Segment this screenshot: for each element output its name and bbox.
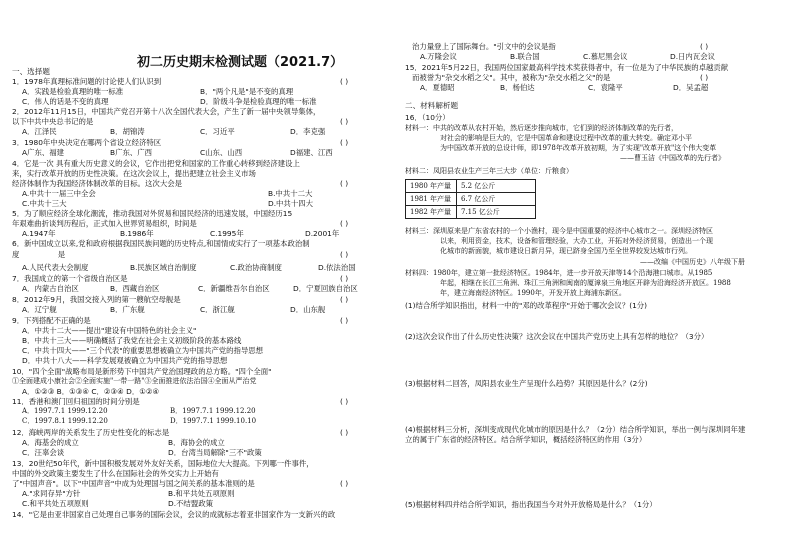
q2-option-b: B．胡锦涛 [110,127,145,136]
table-cell-value: 5.2 亿公斤 [457,180,536,193]
q3-option-d: D福建、江西 [290,148,333,157]
q11-option-c: C．1997.8.1 1999.12.20 [22,417,108,425]
answer-paren: ( ) [340,479,349,488]
answer-paren: ( ) [340,250,349,259]
production-table [405,179,536,219]
material-3-source: ——改编《中国历史》八年级下册 [640,258,745,266]
answer-paren: ( ) [700,42,709,51]
table-cell-year: 1982 年产量 [406,206,457,219]
material-4-cont2: 年，建立海南经济特区。1990年，开发开放上海浦东新区。 [440,289,626,297]
q7-option-a: A．内蒙古自治区 [22,284,79,293]
subquestion-3: (3)根据材料二回答，凤阳县农业生产呈现什么趋势？其原因是什么？(2分) [405,379,648,388]
q6-option-a: A.人民代表大会制度 [22,263,89,272]
question-1: 1．1978年真理标准问题的讨论使人们认识到 [12,77,162,86]
q11-option-b: B．1997.7.1 1999.12.20 [170,407,256,415]
question-12: 12．海峡两岸的关系发生了历史性变化的标志是 [12,428,170,437]
q15-option-b: B．杨伯达 [500,83,535,92]
q11-option-d: D．1997.7.1 1999.10.10 [170,417,257,425]
material-1: 材料一：中共的改革从农村开始，然后逐步推向城市，它们到的经济体制改革的先行者， [405,124,678,132]
q3-option-c: C山东、山西 [200,148,243,157]
q3-option-b: B广东、广西 [110,148,153,157]
question-2: 2．2012年11月15日，中国共产党召开第十八次全国代表大会，产生了新一届中央领导集体， [12,107,321,116]
answer-paren: ( ) [340,138,349,147]
q5-option-a: A.1947年 [22,229,56,238]
q7-option-d: D．宁夏回族自治区 [293,284,358,293]
q12-option-d: D．台湾当局解除"三不"政策 [168,448,262,457]
q5-option-b: B.1986年 [120,229,154,238]
q6-option-b: B.民族区域自治制度 [130,263,197,272]
answer-paren: ( ) [340,316,349,325]
q8-option-c: C．浙江舰 [200,305,235,314]
q13-option-c: C.和平共处五项原则 [22,499,89,508]
answer-paren: ( ) [340,274,349,283]
table-row [406,193,536,206]
q5-option-d: D.2001年 [305,229,340,238]
q13-option-a: A."求同存异"方针 [22,489,81,498]
table-row [406,206,536,219]
question-3: 3．1980年中央决定在哪两个省设立经济特区 [12,138,162,147]
question-2-cont: 以下中共中央总书记的是 [12,117,94,126]
q14-option-a: A.万隆会议 [420,52,457,61]
q4-option-b: B.中共十二大 [268,189,313,198]
section-heading-choice: 一、选择题 [12,67,50,76]
subquestion-1: (1)结合所学知识指出，材料一中的"邓的改革程序"开始于哪次会议？(1分) [405,301,648,310]
answer-paren: ( ) [340,295,349,304]
q5-option-c: C.1995年 [210,229,244,238]
material-1-source: ——曹玉洁《中国改革的先行者》 [620,154,725,162]
q3-option-a: A广东、福建 [22,148,65,157]
q13-option-d: D.不结盟政策 [168,499,213,508]
question-15: 15．2021年5月22日，我国两位国家最高科学技术奖获得者中，有一位是为了中华民族的卓越贡献 [405,63,729,72]
q4-option-a: A.中共十一届三中全会 [22,189,96,198]
q1-option-d: D．阶级斗争是检验真理的唯一标准 [200,97,317,106]
material-3-cont2: 化城市的新面貌，城市建设日新月异，现已跻身全国乃至全世界较发达城市行列。 [440,247,692,255]
q1-option-c: C．伟人的话是不变的真理 [22,97,109,106]
subquestion-4-cont: 立的属于广东省的经济特区。结合所学知识，概括经济特区的作用（3分） [405,435,647,444]
material-1-cont2: 为中国改革开放的总设计师，即1978年改革开放初期，为了实现"改革开放"这个伟大变革 [440,144,717,152]
material-3: 材料三：深圳原来是广东省农村的一个小渔村，现今是中国重要的经济中心城市之一。深圳经济特区 [405,227,713,235]
q1-option-b: B．"两个凡是"是不变的真理 [200,87,294,96]
answer-paren: ( ) [340,397,349,406]
q13-option-b: B.和平共处五项原则 [168,489,235,498]
answer-paren: ( ) [340,428,349,437]
q15-option-a: A．夏德昭 [420,83,455,92]
q9-option-a: A．中共十二大——提出"建设有中国特色的社会主义" [22,326,197,335]
answer-paren: ( ) [700,73,709,82]
question-10-items: ①全面建成小康社会②全面实施"一带一路"③全面推进依法治国④全面从严治党 [12,377,257,385]
q12-option-c: C．汪辜会谈 [22,448,65,457]
answer-paren: ( ) [340,219,349,228]
question-14-cont: 治力量登上了国际舞台。"引文中的会议是指 [412,42,556,51]
question-10: 10．"四个全面"战略布局是新形势下中国共产党治国理政的总方略。"四个全面" [12,367,272,376]
question-5: 5．为了顺应经济全球化潮流，推动我国对外贸易和国民经济的迅速发展，中国经历15 [12,209,293,218]
question-6-cont: 度 是 [12,250,84,259]
q4-option-c: C.中共十三大 [22,199,67,208]
question-8: 8．2012年9月，我国交接入列的第一艘航空母舰是 [12,295,181,304]
question-9: 9．下列搭配不正确的是 [12,316,91,325]
question-5-cont: 年艰难曲折谈判历程后，正式加入世界贸易组织，时间是 [12,219,197,228]
table-row [406,180,536,193]
page-title: 初二历史期末检测试题（2021.7） [137,55,344,70]
subquestion-5: (5)根据材料四并结合所学知识，指出我国当今对外开放格局是什么？（1分） [405,500,657,509]
q15-option-d: D．吴孟超 [673,83,709,92]
answer-paren: ( ) [340,179,349,188]
q6-option-c: C.政治协商制度 [230,263,282,272]
question-13-cont2: 了"中国声音"。以下"中国声音"中成为处理国与国之间关系的基本准则的是 [12,479,255,488]
table-cell-value: 7.15 亿公斤 [457,206,536,219]
q1-option-a: A．实践是检验真理的唯一标准 [22,87,124,96]
question-11: 11．香港和澳门回归祖国的时间分别是 [12,397,140,406]
q6-option-d: D.依法治国 [318,263,356,272]
q12-option-a: A．海基会的成立 [22,438,79,447]
q9-option-c: C．中共十四大——"三个代表"的重要思想被确立为中国共产党的指导思想 [22,346,264,355]
q11-option-a: A．1997.7.1 1999.12.20 [22,407,108,415]
q2-option-c: C．习近平 [200,127,235,136]
subquestion-2: (2)这次会议作出了什么历史性决策？这次会议在中国共产党历史上具有怎样的地位？（3分） [405,332,709,341]
q7-option-b: B．西藏自治区 [110,284,160,293]
material-3-cont: 以来，利用资金，技术，设备和管理经验，大办工业，开拓对外经济贸易，创造出一个现 [440,237,713,245]
question-4: 4．它是一次 具有重大历史意义的会议，它作出把党和国家的工作重心转移到经济建设上 [12,159,300,168]
q9-option-b: B．中共十三大——明确概括了我党在社会主义初级阶段的基本路线 [22,336,242,345]
material-1-cont: 对社会的影响是巨大的，它是中国革命和建设过程中改革的重大转变。确定邓小平 [440,134,692,142]
table-cell-year: 1981 年产量 [406,193,457,206]
q12-option-b: B．海协会的成立 [168,438,225,447]
question-7: 7．我国成立的第一个省级自治区是 [12,274,128,283]
material-4: 材料四：1980年，建立第一批经济特区。1984年，进一步开放天津等14个沿海港口城市。从1985 [405,269,713,277]
q14-option-c: C.慕尼黑会议 [583,52,628,61]
q4-option-d: D.中共十四大 [268,199,313,208]
material-2: 材料二：凤阳县农业生产三年三大步（单位：斤粮食） [405,167,573,175]
table-cell-value: 6.7 亿公斤 [457,193,536,206]
q8-option-a: A．辽宁舰 [22,305,57,314]
answer-paren: ( ) [340,77,349,86]
q15-option-c: C．袁隆平 [588,83,623,92]
question-6: 6．新中国成立以来,党和政府根据我国民族问题的历史特点,和国情成实行了一项基本政治制 [12,239,310,248]
q14-option-b: B.联合国 [510,52,540,61]
material-4-cont: 年起，相继在长江三角洲、珠江三角洲和闽南的厦漳泉三角地区开辟为沿海经济开放区。1988 [440,279,731,287]
question-13: 13．20世纪50年代，新中国积极发展对外友好关系，国际地位大大提高。下列哪一件事件， [12,459,314,468]
q2-option-a: A．江泽民 [22,127,57,136]
subquestion-4: (4)根据材料三分析，深圳变成现代化城市的原因是什么？（2分）结合所学知识，举出一例与深圳同年建 [405,425,746,434]
question-4-cont2: 经济体制作为我国经济体制改革的目标。这次大会是 [12,179,182,188]
section-heading-material: 二、材料解析题 [405,101,459,110]
q2-option-d: D．李克强 [290,127,326,136]
q8-option-d: D．山东舰 [290,305,326,314]
q7-option-c: C．新疆维吾尔自治区 [198,284,270,293]
question-15-cont: 而被誉为"杂交水稻之父"。其中，被称为"杂交水稻之父"的是 [412,73,611,82]
q10-options: A．①②③ B．①③④ C．②③④ D．①②④ [22,387,160,396]
q8-option-b: B．广东舰 [110,305,145,314]
table-cell-year: 1980 年产量 [406,180,457,193]
answer-paren: ( ) [340,117,349,126]
question-14: 14．"它是由亚非国家自己处理自己事务的国际会议，会议的成就标志着亚非国家作为一支新兴的政 [12,510,336,519]
q9-option-d: D．中共十八大——科学发展观被确立为中国共产党的指导思想 [22,356,228,365]
question-13-cont: 中国的外交政策主要发生了什么在国际社会的外交实力上开始有 [12,469,219,478]
question-16: 16．（10分） [405,113,450,122]
q14-option-d: D.日内瓦会议 [670,52,715,61]
question-4-cont: 来，实行改革开放的历史性决策。在这次会议上，提出把建立社会主义市场 [12,169,256,178]
